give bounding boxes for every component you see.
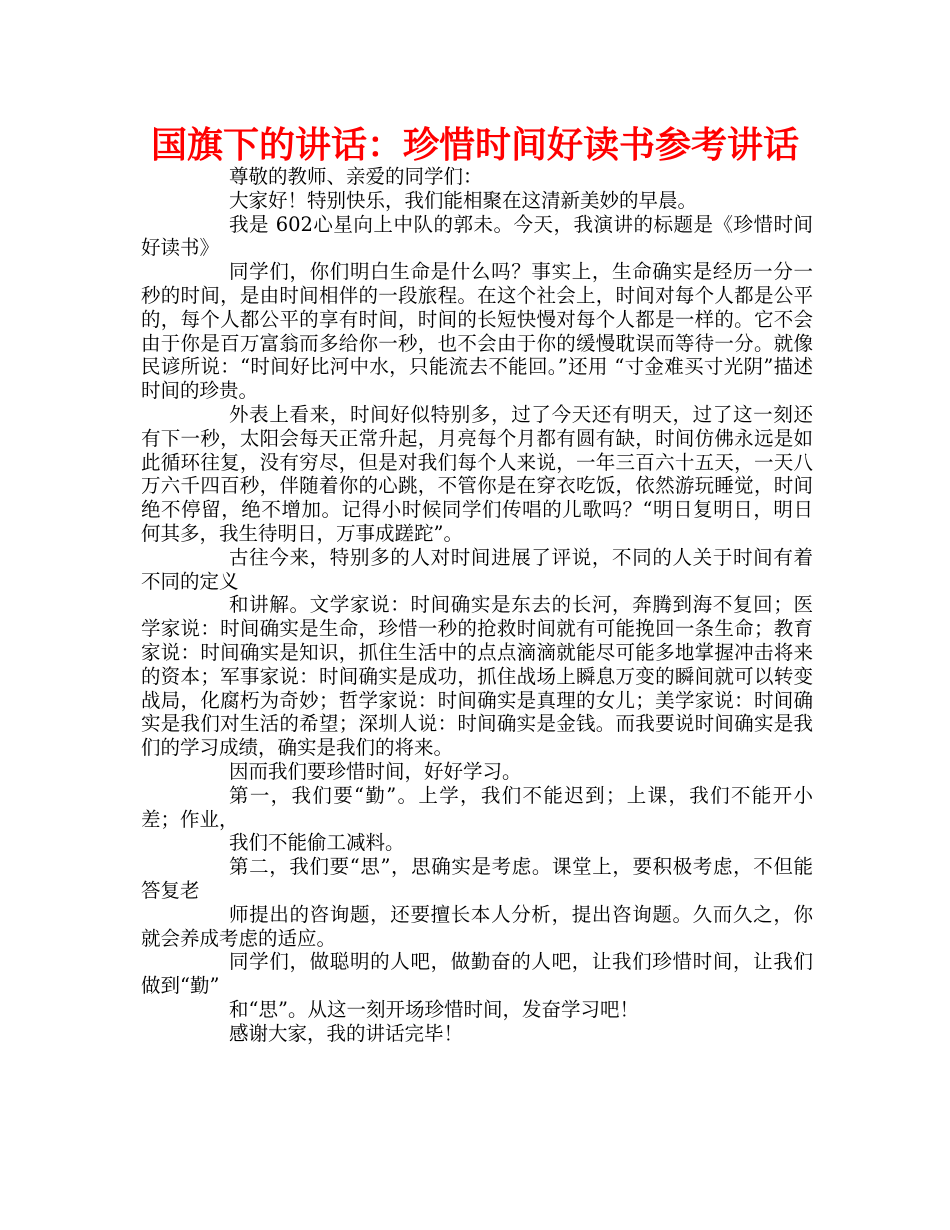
paragraph-appeal-continued: 和“思”。从这一刻开场珍惜时间，发奋学习吧！ — [229, 997, 639, 1021]
paragraph-time-passing: 外表上看来，时间好似特别多，过了今天还有明天，过了这一刻还有下一秒，太阳会每天正常升起，月亮每个月都有圆有缺，时间仿佛永远是如此循环往复，没有穷尽，但是对我们每个人来说，一年三百六十五天，一天八万六千四百秒，伴随着你的心跳，不管你是在穿衣吃饭，依然游玩睡觉，时间绝不停留，绝不增加。记得小时候同学们传唱的儿歌吗？“明日复明日，明日何其多，我生待明日，万事成蹉跎”。 — [141, 402, 813, 545]
document-title: 国旗下的讲话：珍惜时间好读书参考讲话 — [150, 125, 799, 166]
paragraph-first-point-continued: 我们不能偷工减料。 — [229, 831, 405, 855]
paragraph-closing: 感谢大家，我的讲话完毕！ — [229, 1021, 464, 1045]
paragraph-therefore: 因而我们要珍惜时间，好好学习。 — [229, 759, 522, 783]
document-body — [141, 165, 813, 1045]
paragraph-second-point-continued: 师提出的咨询题，还要擅长本人分析，提出咨询题。久而久之，你就会养成考虑的适应。 — [141, 902, 813, 950]
paragraph-second-point: 第二，我们要“思”，思确实是考虑。课堂上，要积极考虑，不但能答复老 — [141, 855, 813, 902]
paragraph-introduction: 我是 602心星向上中队的郭未。今天，我演讲的标题是《珍惜时间好读书》 — [141, 212, 813, 260]
paragraph-appeal: 同学们，做聪明的人吧，做勤奋的人吧，让我们珍惜时间，让我们做到“勤” — [141, 950, 813, 998]
paragraph-definitions: 和讲解。文学家说：时间确实是东去的长河，奔腾到海不复回；医学家说：时间确实是生命，珍惜一秒的抢救时间就有可能挽回一条生命；教育家说：时间确实是知识，抓住生活中的点点滴滴就能尽可能多地掌握冲击将来的资本；军事家说：时间确实是成功，抓住战场上瞬息万变的瞬间就可以转变战局，化腐朽为奇妙；哲学家说：时间确实是真理的女儿；美学家说：时间确实是我们对生活的希望；深圳人说：时间确实是金钱。而我要说时间确实是我们的学习成绩，确实是我们的将来。 — [141, 593, 813, 760]
paragraph-salutation: 尊敬的教师、亲爱的同学们： — [229, 165, 483, 188]
paragraph-definitions-intro: 古往今来，特别多的人对时间进展了评说，不同的人关于时间有着不同的定义 — [141, 545, 813, 593]
paragraph-first-point: 第一，我们要“勤”。上学，我们不能迟到；上课，我们不能开小差；作业， — [141, 783, 813, 831]
paragraph-life-and-time: 同学们，你们明白生命是什么吗？事实上，生命确实是经历一分一秒的时间，是由时间相伴的一段旅程。在这个社会上，时间对每个人都是公平的，每个人都公平的享有时间，时间的长短快慢对每个人都是一样的。它不会由于你是百万富翁而多给你一秒，也不会由于你的缓慢耽误而等待一分。就像民谚所说：“时间好比河中水，只能流去不能回。”还用 “寸金难买寸光阴”描述时间的珍贵。 — [141, 260, 813, 403]
paragraph-greeting: 大家好！特别快乐，我们能相聚在这清新美妙的早晨。 — [229, 188, 698, 212]
